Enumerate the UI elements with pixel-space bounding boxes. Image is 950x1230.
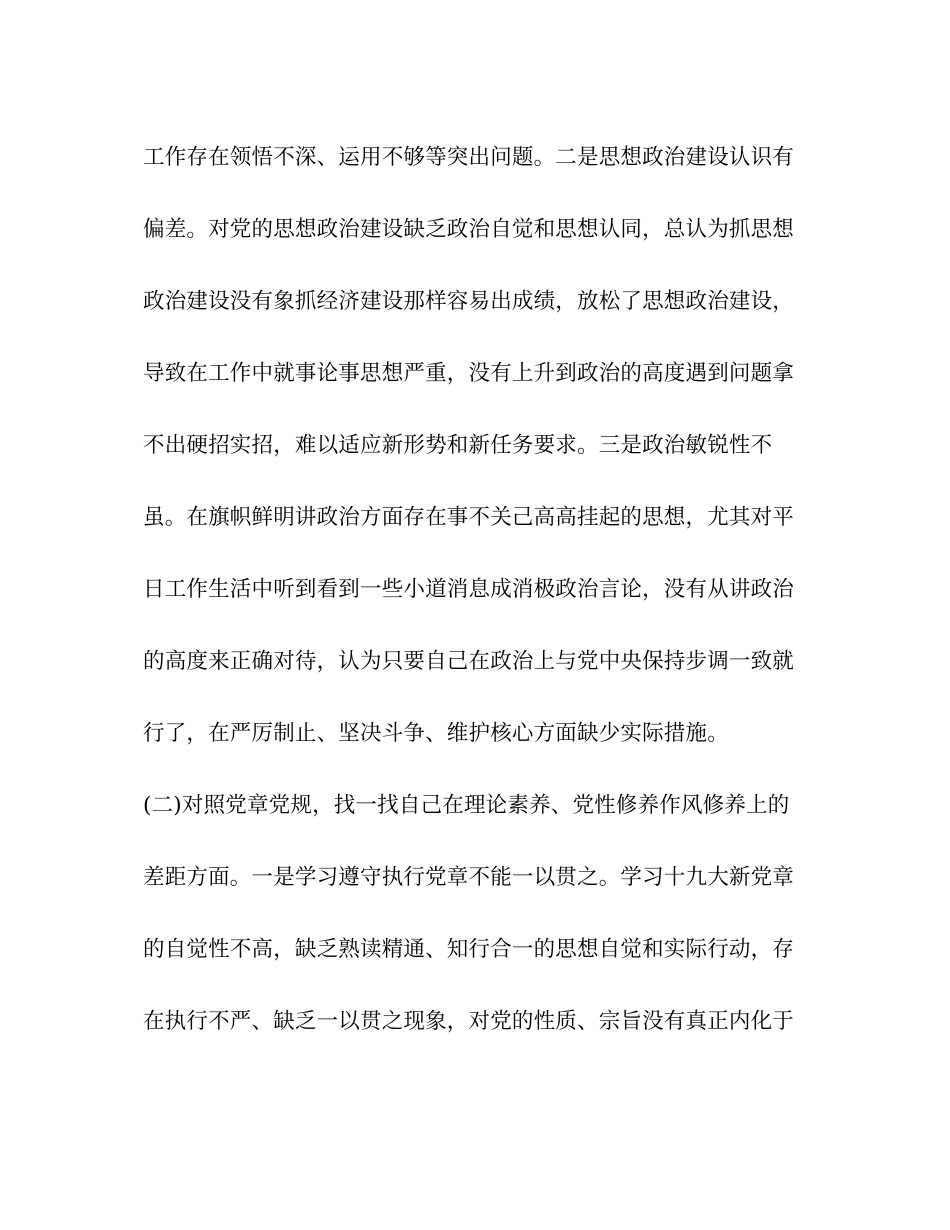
text-line: 差距方面。一是学习遵守执行党章不能一以贯之。学习十九大新党章	[143, 865, 795, 890]
text-line: 导致在工作中就事论事思想严重，没有上升到政治的高度遇到问题拿	[143, 361, 795, 386]
text-line: 的自觉性不高，缺乏熟读精通、知行合一的思想自觉和实际行动，存	[143, 937, 795, 962]
text-line: 在执行不严、缺乏一以贯之现象，对党的性质、宗旨没有真正内化于	[143, 1009, 795, 1034]
text-line: 偏差。对党的思想政治建设缺乏政治自觉和思想认同，总认为抓思想	[143, 217, 795, 242]
text-line: 的高度来正确对待，认为只要自己在政治上与党中央保持步调一致就	[143, 649, 795, 674]
text-line: 工作存在领悟不深、运用不够等突出问题。二是思想政治建设认识有	[143, 145, 795, 170]
text-line: 虽。在旗帜鲜明讲政治方面存在事不关己高高挂起的思想，尤其对平	[143, 505, 795, 530]
body-text	[143, 136, 803, 1072]
section-heading-line: (二)对照党章党规，找一找自己在理论素养、党性修养作风修养上的	[143, 793, 790, 818]
text-line: 不出硬招实招，难以适应新形势和新任务要求。三是政治敏锐性不	[143, 433, 773, 458]
text-line: 行了，在严厉制止、坚决斗争、维护核心方面缺少实际措施。	[143, 721, 729, 746]
text-line: 政治建设没有象抓经济建设那样容易出成绩，放松了思想政治建设，	[143, 289, 795, 314]
text-line: 日工作生活中听到看到一些小道消息成消极政治言论，没有从讲政治	[143, 577, 795, 602]
